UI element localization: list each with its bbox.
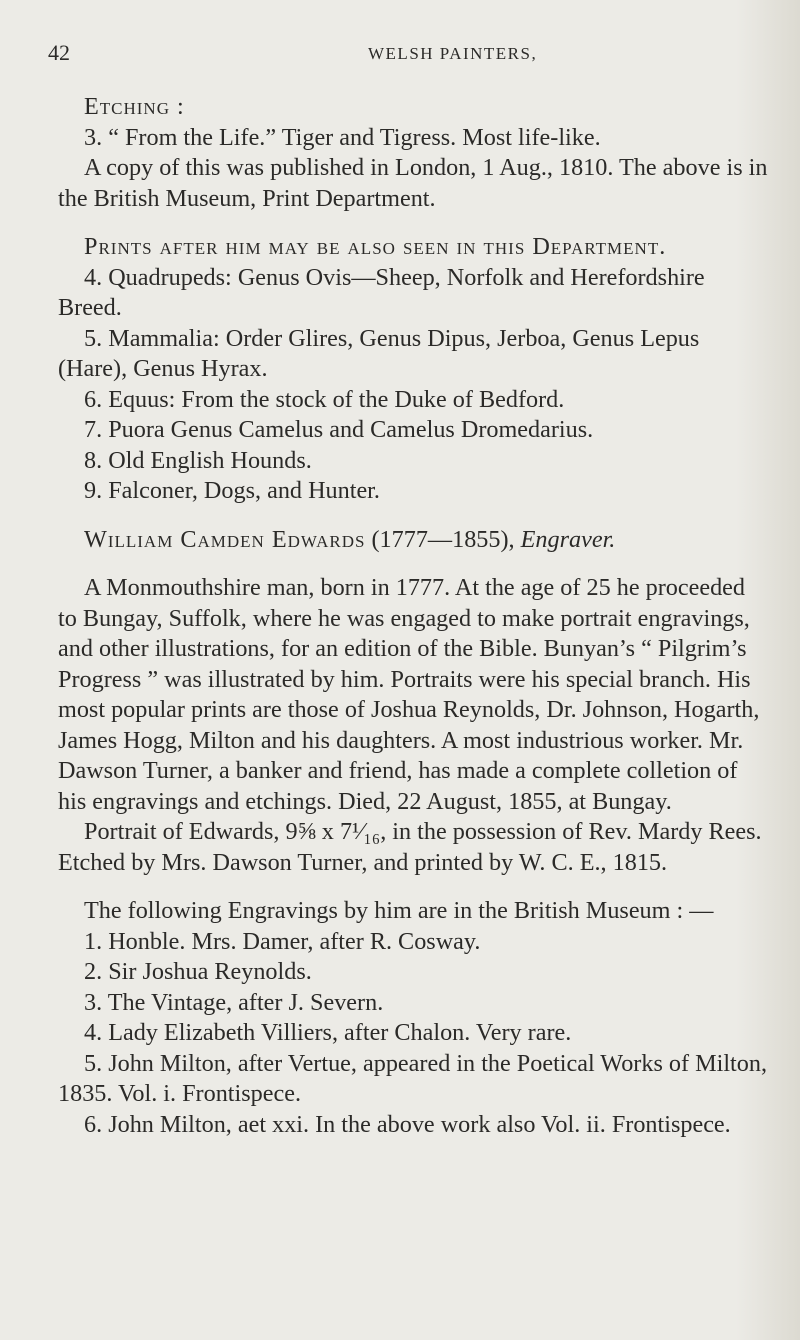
list-item: 9. Falconer, Dogs, and Hunter. bbox=[84, 477, 380, 504]
list-item: 2. Sir Joshua Reynolds. bbox=[84, 958, 312, 985]
prints-list bbox=[58, 263, 768, 507]
edwards-heading bbox=[58, 525, 768, 556]
etching-copy-note: A copy of this was published in London, 1 Aug., 1810. The above is in the British Museum, Print Department. bbox=[58, 154, 768, 212]
list-item: 5. Mammalia: Order Glires, Genus Dipus, Jerboa, Genus Lepus (Hare), Genus Hyrax. bbox=[58, 324, 700, 382]
edwards-name: William Camden Edwards bbox=[84, 525, 366, 553]
list-item: 3. The Vintage, after J. Severn. bbox=[84, 988, 384, 1016]
engravings-list bbox=[58, 927, 768, 1141]
running-title: WELSH PAINTERS, bbox=[368, 44, 538, 63]
prints-intro-text: Prints after him may be also seen in this Department. bbox=[84, 233, 667, 260]
prints-intro bbox=[58, 232, 768, 263]
etching-heading: Etching : bbox=[84, 93, 185, 120]
page-header bbox=[48, 40, 768, 70]
edwards-portrait: Portrait of Edwards, 9⅝ x 7¹⁄₁₆, in the possession of Rev. Mardy Rees. Etched by Mrs. Dawson Turner, and printed by W. C. E., 1815. bbox=[58, 818, 762, 876]
list-item: 8. Old English Hounds. bbox=[84, 446, 312, 474]
list-item: 1. Honble. Mrs. Damer, after R. Cosway. bbox=[84, 927, 481, 955]
page-body bbox=[58, 92, 768, 1140]
etching-item-3: 3. “ From the Life.” Tiger and Tigress. Most life-like. bbox=[84, 123, 601, 151]
edwards-role: Engraver. bbox=[520, 525, 616, 553]
list-item: 4. Lady Elizabeth Villiers, after Chalon. Very rare. bbox=[84, 1019, 572, 1046]
edwards-bio: A Monmouthshire man, born in 1777. At the age of 25 he proceeded to Bungay, Suffolk, where he was engaged to make portrait engravings, and other illustrations, for an edition of the Bible. Bunyan’s “ Pilgrim’s Progress ” was illustrated by him. Portraits were his special branch. His most popular prints are those of Joshua Reynolds, Dr. Johnson, Hogarth, James Hogg, Milton and his daughters. A most industrious worker. Mr. Dawson Turner, a banker and friend, has made a complete colletion of his engravings and etchings. Died, 22 August, 1855, at Bungay. bbox=[58, 574, 760, 815]
list-item: 6. Equus: From the stock of the Duke of Bedford. bbox=[84, 385, 565, 413]
list-item: 5. John Milton, after Vertue, appeared in the Poetical Works of Milton, 1835. Vol. i. Frontispece. bbox=[58, 1049, 767, 1107]
engravings-intro: The following Engravings by him are in the British Museum : — bbox=[84, 897, 714, 924]
list-item: 6. John Milton, aet xxi. In the above work also Vol. ii. Frontispece. bbox=[84, 1110, 731, 1138]
edwards-dates: (1777—1855), bbox=[371, 525, 515, 553]
page-number: 42 bbox=[48, 40, 70, 65]
list-item: 7. Puora Genus Camelus and Camelus Dromedarius. bbox=[84, 416, 594, 443]
list-item: 4. Quadrupeds: Genus Ovis—Sheep, Norfolk and Herefordshire Breed. bbox=[58, 263, 705, 321]
